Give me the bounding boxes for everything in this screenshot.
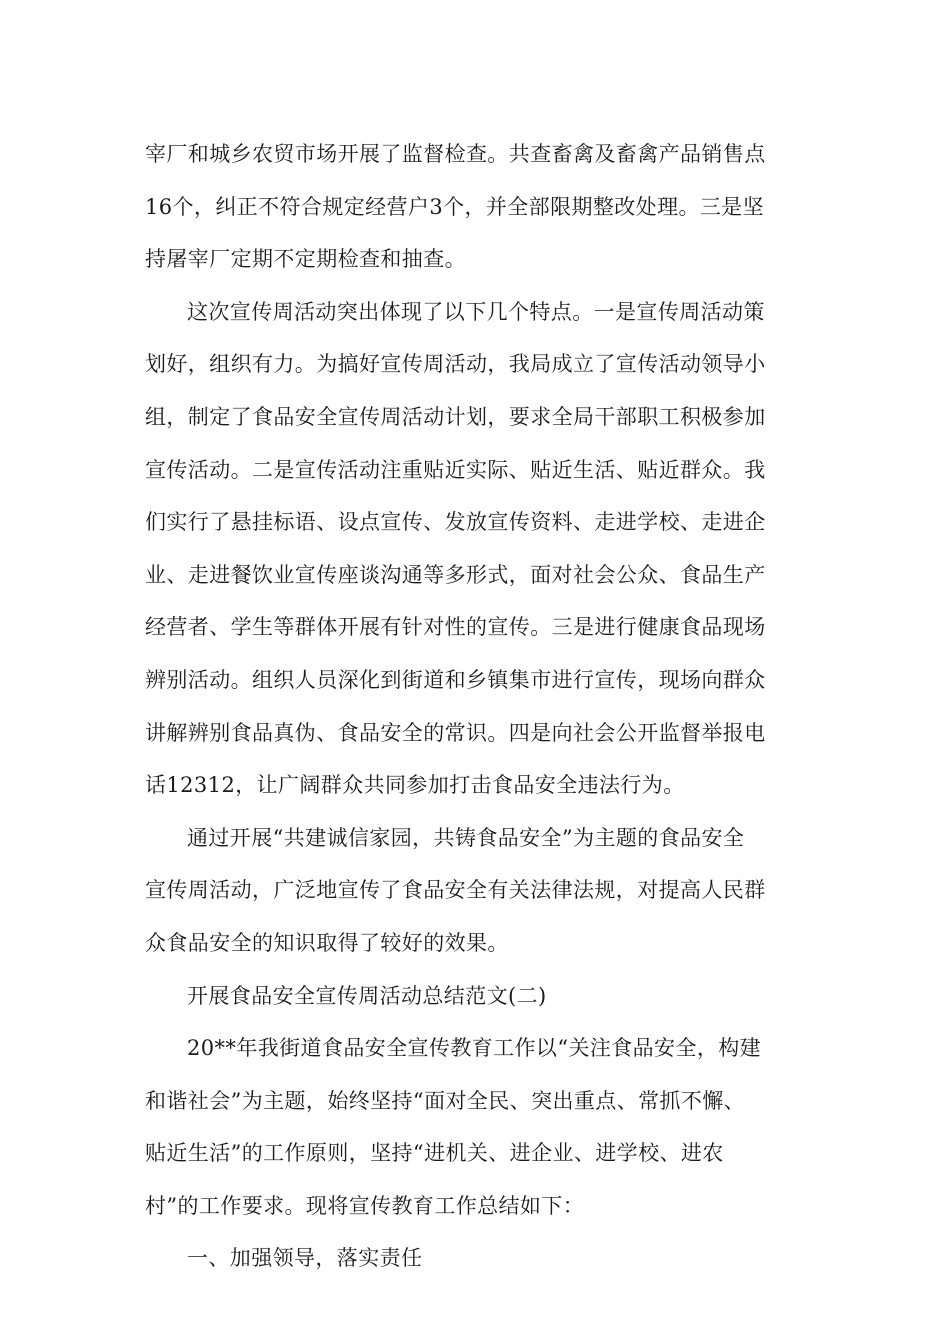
text-line: 开展食品安全宣传周活动总结范文(二) xyxy=(187,983,547,1008)
text-line: 宣传周活动，广泛地宣传了食品安全有关法律法规，对提高人民群 xyxy=(145,878,766,903)
text-line: 宰厂和城乡农贸市场开展了监督检查。共查畜禽及畜禽产品销售点 xyxy=(145,142,766,166)
text-line: 宣传活动。二是宣传活动注重贴近实际、贴近生活、贴近群众。我 xyxy=(145,457,766,482)
text-line: 通过开展“共建诚信家园，共铸食品安全”为主题的食品安全 xyxy=(187,825,745,850)
text-line: 持屠宰厂定期不定期检查和抽查。 xyxy=(145,247,466,272)
text-line: 辨别活动。组织人员深化到街道和乡镇集市进行宣传，现场向群众 xyxy=(145,667,766,692)
text-line: 们实行了悬挂标语、设点宣传、发放宣传资料、走进学校、走进企 xyxy=(145,510,766,535)
text-line: 贴近生活”的工作原则，坚持“进机关、进企业、进学校、进农 xyxy=(145,1141,724,1166)
text-line: 这次宣传周活动突出体现了以下几个特点。一是宣传周活动策 xyxy=(187,299,765,324)
document-body xyxy=(145,128,810,1285)
text-line: 20**年我街道食品安全宣传教育工作以“关注食品安全，构建 xyxy=(187,1036,762,1061)
text-line: 话12312，让广阔群众共同参加打击食品安全违法行为。 xyxy=(145,773,685,798)
text-line: 业、走进餐饮业宣传座谈沟通等多形式，面对社会公众、食品生产 xyxy=(145,562,766,587)
text-line: 组，制定了食品安全宣传周活动计划，要求全局干部职工积极参加 xyxy=(145,404,766,429)
text-line: 村”的工作要求。现将宣传教育工作总结如下： xyxy=(145,1193,585,1218)
text-line: 众食品安全的知识取得了较好的效果。 xyxy=(145,930,509,955)
text-line: 一、加强领导，落实责任 xyxy=(187,1246,423,1271)
text-line: 和谐社会”为主题，始终坚持“面对全民、突出重点、常抓不懈、 xyxy=(145,1088,746,1113)
text-line: 划好，组织有力。为搞好宣传周活动，我局成立了宣传活动领导小 xyxy=(145,352,766,377)
text-line: 经营者、学生等群体开展有针对性的宣传。三是进行健康食品现场 xyxy=(145,615,766,640)
text-line: 16个，纠正不符合规定经营户3个，并全部限期整改处理。三是坚 xyxy=(145,194,765,219)
text-line: 讲解辨别食品真伪、食品安全的常识。四是向社会公开监督举报电 xyxy=(145,720,766,745)
